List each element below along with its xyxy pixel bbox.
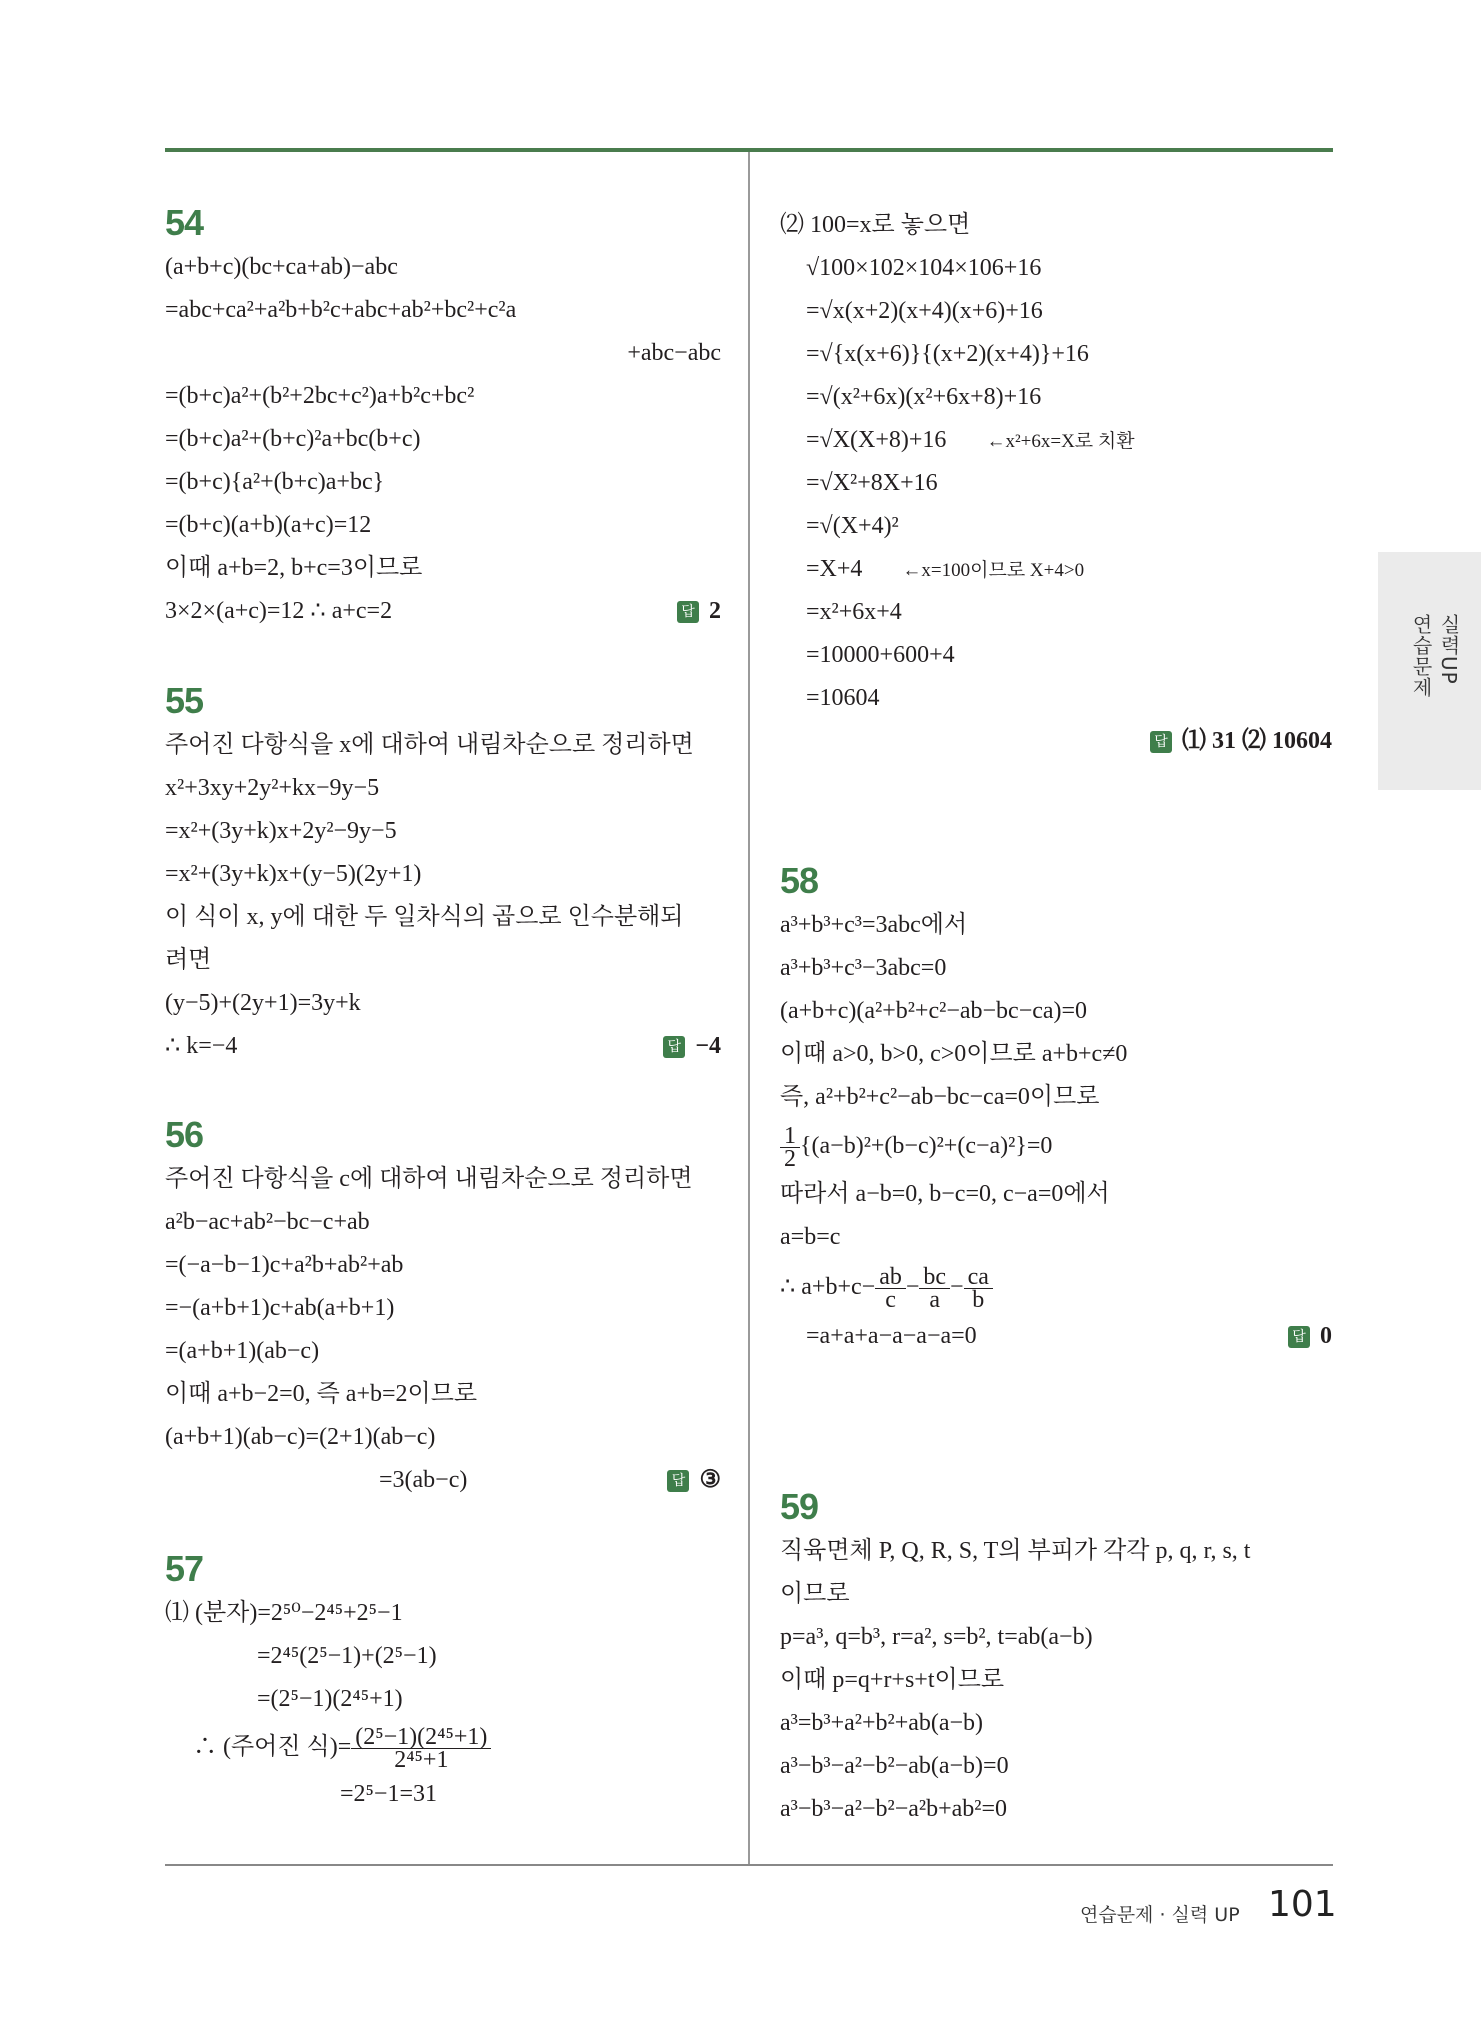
solution-line: =(2⁵−1)(2⁴⁵+1) xyxy=(257,1686,403,1712)
answer-icon: 답 xyxy=(667,1470,689,1492)
solution-line: (a+b+1)(ab−c)=(2+1)(ab−c) xyxy=(165,1424,436,1450)
fraction xyxy=(875,1263,906,1313)
solution-line: a³−b³−a²−b²−a²b+ab²=0 xyxy=(780,1796,1007,1822)
minus-sign: − xyxy=(950,1274,964,1300)
answer xyxy=(663,1025,721,1068)
fraction-denominator: 2⁴⁵+1 xyxy=(394,1746,449,1773)
solution-line: =(b+c)(a+b)(a+c)=12 xyxy=(165,512,372,538)
answer xyxy=(667,1459,721,1502)
solution-line: √100×102×104×106+16 xyxy=(806,255,1042,281)
problem-number: 58 xyxy=(780,860,819,901)
fraction-numerator: 1 xyxy=(780,1125,800,1148)
solution-text: ∴ k=−4 xyxy=(165,1033,238,1059)
solution-text: =a+a+a−a−a−a=0 xyxy=(806,1323,977,1349)
problem-57 xyxy=(165,1546,721,1816)
solution-line xyxy=(780,1259,1332,1315)
page-number: 101 xyxy=(1268,1884,1337,1925)
problem-number: 56 xyxy=(165,1114,204,1155)
answer-value: −4 xyxy=(695,1033,721,1059)
annotation-note: ←x²+6x=X로 치환 xyxy=(986,431,1135,452)
solution-text: =3(ab−c) xyxy=(379,1467,468,1493)
bottom-rule xyxy=(165,1864,1333,1866)
solution-line: 따라서 a−b=0, b−c=0, c−a=0에서 xyxy=(780,1181,1110,1207)
answer-icon: 답 xyxy=(677,601,699,623)
side-tab-label-level-up: 실력UP xyxy=(1437,614,1461,685)
solution-line xyxy=(165,1721,721,1773)
solution-line xyxy=(780,419,1332,462)
fraction-denominator: 2 xyxy=(784,1145,796,1172)
solution-line: a³=b³+a²+b²+ab(a−b) xyxy=(780,1710,984,1736)
solution-line: 주어진 다항식을 c에 대하여 내림차순으로 정리하면 xyxy=(165,1166,693,1192)
solution-line: 이므로 xyxy=(780,1581,850,1607)
solution-line: =√(X+4)² xyxy=(806,513,899,539)
fraction xyxy=(964,1263,993,1313)
fraction-numerator: (2⁵−1)(2⁴⁵+1) xyxy=(351,1726,491,1749)
annotation-note: ←x=100이므로 X+4>0 xyxy=(902,560,1085,581)
fraction-numerator: bc xyxy=(919,1266,950,1289)
solution-line xyxy=(780,1315,1332,1358)
solution-line: 이때 a+b−2=0, 즉 a+b=2이므로 xyxy=(165,1381,478,1407)
solution-line: =√(x²+6x)(x²+6x+8)+16 xyxy=(806,384,1042,410)
side-tab-label-practice: 연습문제 xyxy=(1409,614,1433,698)
problem-number: 54 xyxy=(165,202,204,243)
fraction xyxy=(351,1723,491,1773)
solution-text: =√X(X+8)+16 xyxy=(806,427,947,453)
fraction-numerator: ca xyxy=(964,1266,993,1289)
solution-line: 이때 a+b=2, b+c=3이므로 xyxy=(165,555,423,581)
fraction-numerator: ab xyxy=(875,1266,906,1289)
solution-line: =(a+b+1)(ab−c) xyxy=(165,1338,320,1364)
problem-54 xyxy=(165,200,721,633)
solution-line xyxy=(165,1025,721,1068)
solution-line: (a+b+c)(a²+b²+c²−ab−bc−ca)=0 xyxy=(780,998,1088,1024)
problem-59 xyxy=(780,1484,1332,1831)
answer-icon: 답 xyxy=(1288,1326,1310,1348)
solution-line: =(b+c)a²+(b+c)²a+bc(b+c) xyxy=(165,426,421,452)
answer-value: 0 xyxy=(1320,1323,1332,1349)
solution-line: =2⁴⁵(2⁵−1)+(2⁵−1) xyxy=(257,1643,437,1669)
solution-line xyxy=(165,1459,721,1502)
solution-line: x²+3xy+2y²+kx−9y−5 xyxy=(165,775,380,801)
solution-line: 주어진 다항식을 x에 대하여 내림차순으로 정리하면 xyxy=(165,732,694,758)
problem-57-part2 xyxy=(780,204,1332,763)
solution-line: =x²+(3y+k)x+2y²−9y−5 xyxy=(165,818,397,844)
answer xyxy=(1288,1315,1332,1358)
fraction xyxy=(919,1263,950,1313)
solution-text: ∴ a+b+c− xyxy=(780,1274,876,1300)
solution-line xyxy=(165,332,721,375)
answer-icon: 답 xyxy=(1150,731,1172,753)
solution-line: a³+b³+c³−3abc=0 xyxy=(780,955,947,981)
solution-line: a³+b³+c³=3abc에서 xyxy=(780,912,968,938)
fraction-half xyxy=(780,1122,800,1172)
solution-line: (a+b+c)(bc+ca+ab)−abc xyxy=(165,254,398,280)
solution-line: =x²+6x+4 xyxy=(806,599,902,625)
solution-line xyxy=(165,590,721,633)
fraction-denominator: a xyxy=(929,1286,941,1313)
problem-55 xyxy=(165,678,721,1068)
fraction-denominator: b xyxy=(972,1286,985,1313)
solution-line: (y−5)+(2y+1)=3y+k xyxy=(165,990,361,1016)
solution-line: 즉, a²+b²+c²−ab−bc−ca=0이므로 xyxy=(780,1084,1100,1110)
solution-line-continued: +abc−abc xyxy=(627,340,721,366)
solution-line xyxy=(780,720,1332,763)
solution-line: =−(a+b+1)c+ab(a+b+1) xyxy=(165,1295,395,1321)
solution-line: p=a³, q=b³, r=a², s=b², t=ab(a−b) xyxy=(780,1624,1093,1650)
answer-value: 2 xyxy=(709,598,721,624)
solution-line: =10000+600+4 xyxy=(806,642,955,668)
answer xyxy=(677,590,721,633)
solution-line: a³−b³−a²−b²−ab(a−b)=0 xyxy=(780,1753,1009,1779)
solution-line: ⑴ (분자)=2⁵⁰−2⁴⁵+2⁵−1 xyxy=(165,1600,403,1626)
problem-56 xyxy=(165,1112,721,1502)
problem-58 xyxy=(780,858,1332,1358)
answer xyxy=(1150,720,1332,763)
solution-line: =√x(x+2)(x+4)(x+6)+16 xyxy=(806,298,1043,324)
solution-line: a=b=c xyxy=(780,1224,841,1250)
solution-line: 이때 a>0, b>0, c>0이므로 a+b+c≠0 xyxy=(780,1041,1128,1067)
problem-number: 55 xyxy=(165,680,204,721)
answer-value: ⑴ 31 ⑵ 10604 xyxy=(1182,728,1332,754)
solution-line: =2⁵−1=31 xyxy=(340,1781,437,1807)
answer-value: ③ xyxy=(699,1467,721,1493)
answer-icon: 답 xyxy=(663,1036,685,1058)
solution-line: ⑵ 100=x로 놓으면 xyxy=(780,212,971,238)
problem-number: 59 xyxy=(780,1486,819,1527)
solution-line xyxy=(780,548,1332,591)
solution-text: ∴ (주어진 식)= xyxy=(193,1734,352,1760)
column-divider xyxy=(748,152,750,1864)
solution-line: =(−a−b−1)c+a²b+ab²+ab xyxy=(165,1252,404,1278)
solution-line: 직육면체 P, Q, R, S, T의 부피가 각각 p, q, r, s, t xyxy=(780,1538,1251,1564)
solution-line: =abc+ca²+a²b+b²c+abc+ab²+bc²+c²a xyxy=(165,297,517,323)
solution-line xyxy=(780,1119,1332,1173)
minus-sign: − xyxy=(905,1274,920,1300)
solution-text: =X+4 xyxy=(806,556,863,582)
solution-line: =√X²+8X+16 xyxy=(806,470,938,496)
solution-line: =x²+(3y+k)x+(y−5)(2y+1) xyxy=(165,861,422,887)
solution-line: a²b−ac+ab²−bc−c+ab xyxy=(165,1209,370,1235)
solution-line: =√{x(x+6)}{(x+2)(x+4)}+16 xyxy=(806,341,1089,367)
section-side-tab xyxy=(1378,552,1481,790)
solution-line: =10604 xyxy=(806,685,880,711)
solution-line: 이때 p=q+r+s+t이므로 xyxy=(780,1667,1005,1693)
solution-line: =(b+c)a²+(b²+2bc+c²)a+b²c+bc² xyxy=(165,383,475,409)
solution-text: {(a−b)²+(b−c)²+(c−a)²}=0 xyxy=(800,1133,1053,1159)
fraction-denominator: c xyxy=(885,1286,896,1313)
solution-line: 려면 xyxy=(165,947,212,973)
footer-section-label: 연습문제 · 실력 UP xyxy=(1080,1904,1240,1926)
solution-line: 이 식이 x, y에 대한 두 일차식의 곱으로 인수분해되 xyxy=(165,904,684,930)
solution-text: 3×2×(a+c)=12 ∴ a+c=2 xyxy=(165,598,393,624)
solution-line: =(b+c){a²+(b+c)a+bc} xyxy=(165,469,385,495)
problem-number: 57 xyxy=(165,1548,204,1589)
